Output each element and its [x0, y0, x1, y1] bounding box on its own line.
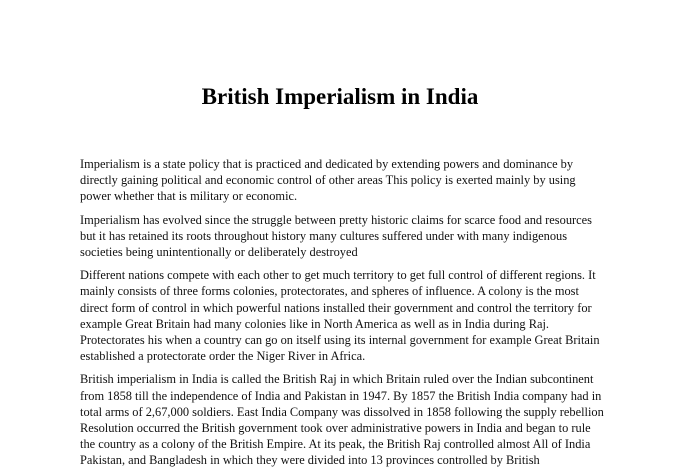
- text-line: Pakistan, and Bangladesh in which they were divided into 13 provinces controlled by British: [80, 453, 540, 468]
- text-line: Imperialism is a state policy that is practiced and dedicated by extending powers and dominance by: [80, 157, 574, 171]
- text-line: established a protectorate order the Niger River in Africa.: [80, 349, 366, 364]
- document-title: British Imperialism in India: [201, 84, 479, 109]
- text-line: Imperialism has evolved since the struggle between pretty historic claims for scarce food and resources: [80, 212, 592, 227]
- text-line: direct form of control in which powerful nations installed their government and control the territory for: [80, 300, 592, 315]
- text-line: societies being unintentionally or deliberately destroyed: [80, 245, 358, 260]
- text-line: directly gaining political and economic control of other areas This policy is exerted mainly by using: [80, 173, 576, 188]
- paragraph-3: [80, 267, 600, 364]
- paragraph-1: [80, 156, 600, 205]
- text-line: mainly consists of three forms colonies, protectorates, and spheres of influence. A colony is the most: [80, 284, 579, 299]
- text-line: Different nations compete with each other to get much territory to get full control of different regions. It: [80, 268, 596, 283]
- text-line: the country as a colony of the British Empire. At its peak, the British Raj controlled almost All of India: [80, 437, 591, 452]
- document-body: [80, 156, 604, 476]
- text-line: British imperialism in India is called the British Raj in which Britain ruled over the Indian subcontinent: [80, 372, 594, 387]
- text-line: total arms of 2,67,000 soldiers. East India Company was dissolved in 1858 following the supply rebellion: [80, 404, 604, 419]
- text-line: from 1858 till the independence of India and Pakistan in 1947. By 1857 the British India company had in: [80, 388, 602, 403]
- paragraph-2: [80, 212, 600, 261]
- paragraph-4: [80, 371, 604, 468]
- text-line: example Great Britain had many colonies like in North America as well as in India during Raj.: [80, 316, 549, 331]
- text-line: but it has retained its roots throughout history many cultures suffered under with many indigenous: [80, 228, 568, 243]
- text-line: Resolution occurred the British government took over administrative powers in India and began to rule: [80, 421, 591, 436]
- text-line: power whether that is military or economic.: [80, 189, 298, 204]
- text-line: Protectorates his when a country can go on itself using its internal government for example Great Britain: [80, 333, 600, 348]
